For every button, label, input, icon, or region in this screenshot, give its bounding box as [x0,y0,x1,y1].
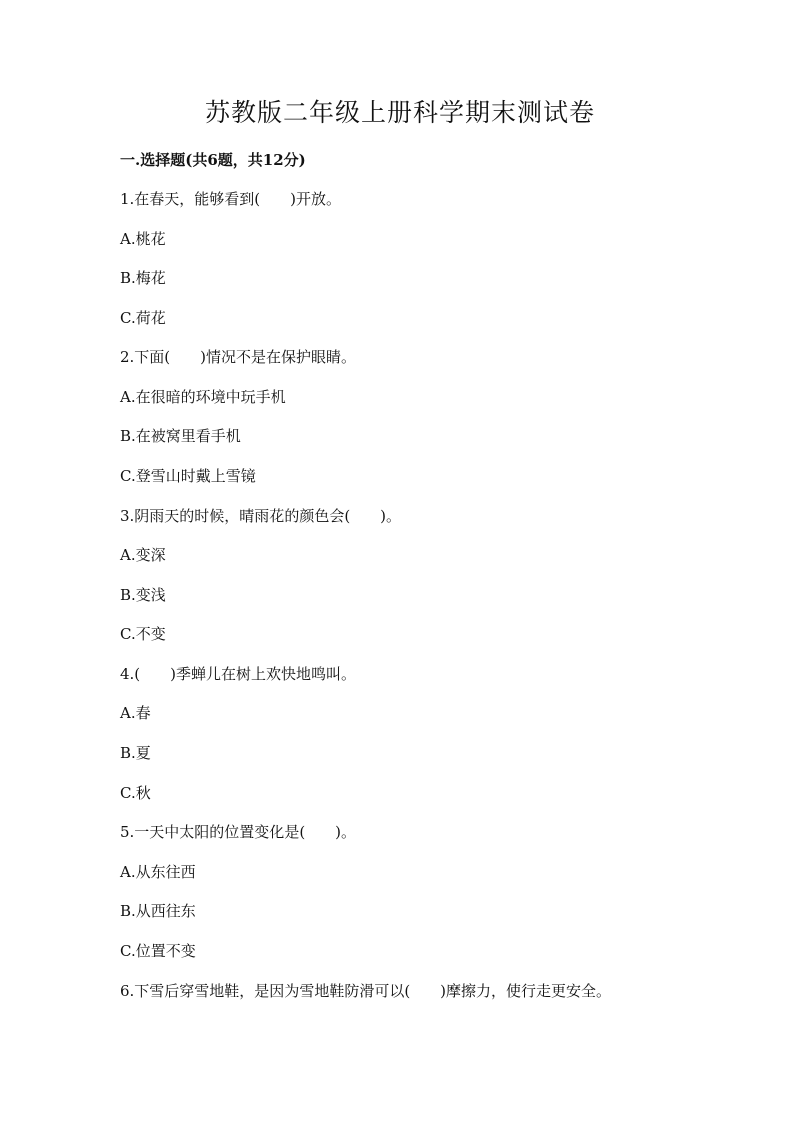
question-4-option-b: B.夏 [120,744,151,762]
question-5-option-b: B.从西往东 [120,902,196,920]
question-5-option-c: C.位置不变 [120,942,196,960]
question-1-stem: 1.在春天，能够看到( )开放。 [120,190,342,208]
question-2-option-b: B.在被窝里看手机 [120,427,241,445]
question-3-option-a: A.变深 [120,546,166,564]
question-6-stem: 6.下雪后穿雪地鞋，是因为雪地鞋防滑可以( )摩擦力，使行走更安全。 [120,982,612,1000]
question-2-option-a: A.在很暗的环境中玩手机 [120,388,286,406]
question-3-option-c: C.不变 [120,625,166,643]
question-5-stem: 5.一天中太阳的位置变化是( )。 [120,823,357,841]
question-4-option-a: A.春 [120,704,151,722]
question-3-stem: 3.阴雨天的时候，晴雨花的颜色会( )。 [120,507,402,525]
question-4-option-c: C.秋 [120,784,151,802]
question-1-option-c: C.荷花 [120,309,166,327]
question-5-option-a: A.从东往西 [120,863,196,881]
question-3-option-b: B.变浅 [120,586,166,604]
page-title: 苏教版二年级上册科学期末测试卷 [204,98,595,127]
question-4-stem: 4.( )季蝉儿在树上欢快地鸣叫。 [120,665,357,683]
question-2-stem: 2.下面( )情况不是在保护眼睛。 [120,348,357,366]
question-2-option-c: C.登雪山时戴上雪镜 [120,467,256,485]
question-1-option-a: A.桃花 [120,230,166,248]
section-heading: 一.选择题(共6题，共12分) [120,151,306,169]
question-1-option-b: B.梅花 [120,269,166,287]
